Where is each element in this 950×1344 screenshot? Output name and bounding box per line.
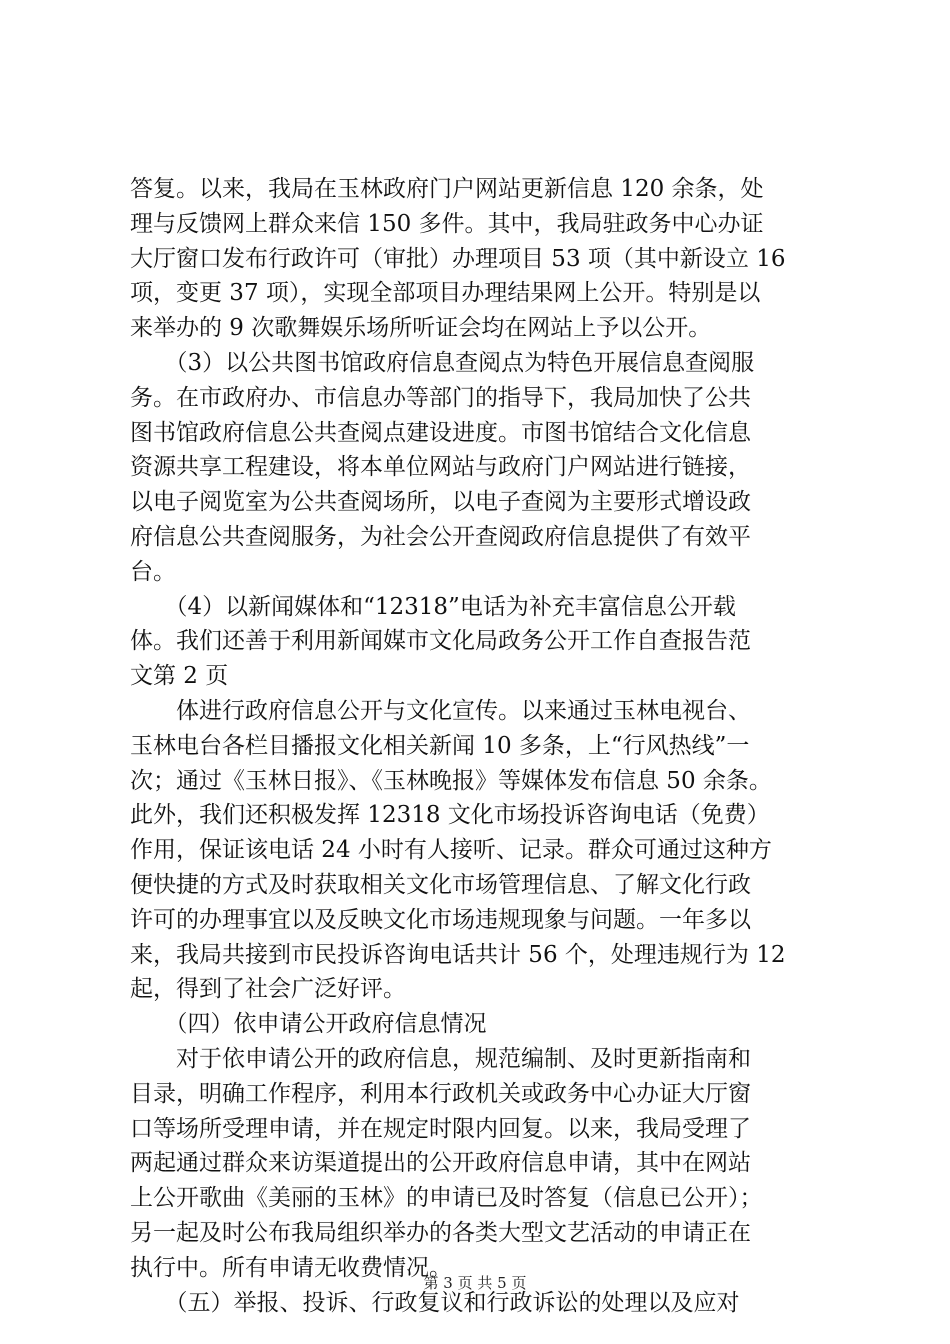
text-line: 答复。以来，我局在玉林政府门户网站更新信息 120 余条，处 bbox=[130, 176, 764, 202]
text-line: 来举办的 9 次歌舞娱乐场所听证会均在网站上予以公开。 bbox=[130, 315, 712, 342]
text-line: （4）以新闻媒体和“12318”电话为补充丰富信息公开载 bbox=[130, 593, 736, 620]
text-line: 资源共享工程建设，将本单位网站与政府门户网站进行链接， bbox=[130, 454, 751, 481]
text-line: 执行中。所有申请无收费情况。 bbox=[130, 1254, 452, 1281]
text-line: 图书馆政府信息公共查阅点建设进度。市图书馆结合文化信息 bbox=[130, 419, 751, 446]
text-line: 次；通过《玉林日报》、《玉林晚报》等媒体发布信息 50 余条。 bbox=[130, 767, 772, 794]
text-line: 此外，我们还积极发挥 12318 文化市场投诉咨询电话（免费） bbox=[130, 802, 770, 829]
text-line: 作用，保证该电话 24 小时有人接听、记录。群众可通过这种方 bbox=[130, 837, 772, 864]
text-line: 台。 bbox=[130, 558, 176, 585]
text-line: 大厅窗口发布行政许可（审批）办理项目 53 项（其中新设立 16 bbox=[130, 245, 786, 272]
text-line: 两起通过群众来访渠道提出的公开政府信息申请，其中在网站 bbox=[130, 1150, 751, 1177]
document-body bbox=[130, 172, 830, 1320]
text-line: 以电子阅览室为公共查阅场所，以电子查阅为主要形式增设政 bbox=[130, 489, 751, 516]
text-line: 体。我们还善于利用新闻媒市文化局政务公开工作自查报告范 bbox=[130, 628, 751, 655]
text-line: （五）举报、投诉、行政复议和行政诉讼的处理以及应对 bbox=[130, 1289, 740, 1316]
text-line: （四）依申请公开政府信息情况 bbox=[130, 1011, 487, 1038]
text-line: 体进行政府信息公开与文化宣传。以来通过玉林电视台、 bbox=[130, 697, 751, 724]
text-line: 务。在市政府办、市信息办等部门的指导下，我局加快了公共 bbox=[130, 384, 751, 411]
text-line: 府信息公共查阅服务，为社会公开查阅政府信息提供了有效平 bbox=[130, 523, 751, 550]
text-line: 项，变更 37 项），实现全部项目办理结果网上公开。特别是以 bbox=[130, 280, 761, 307]
text-line: 许可的办理事宜以及反映文化市场违规现象与问题。一年多以 bbox=[130, 906, 751, 933]
text-line: 另一起及时公布我局组织举办的各类大型文艺活动的申请正在 bbox=[130, 1219, 751, 1246]
text-line: 便快捷的方式及时获取相关文化市场管理信息、了解文化行政 bbox=[130, 871, 751, 898]
text-line: 口等场所受理申请，并在规定时限内回复。以来，我局受理了 bbox=[130, 1115, 751, 1142]
text-line: 来，我局共接到市民投诉咨询电话共计 56 个，处理违规行为 12 bbox=[130, 941, 786, 968]
text-line: 目录，明确工作程序，利用本行政机关或政务中心办证大厅窗 bbox=[130, 1080, 751, 1107]
text-line: 起，得到了社会广泛好评。 bbox=[130, 976, 406, 1003]
text-line: 上公开歌曲《美丽的玉林》的申请已及时答复（信息已公开）； bbox=[130, 1185, 763, 1212]
page-footer: 第 3 页 共 5 页 bbox=[423, 1274, 527, 1292]
text-line: 理与反馈网上群众来信 150 多件。其中，我局驻政务中心办证 bbox=[130, 210, 764, 237]
text-line: 文第 2 页 bbox=[130, 663, 229, 690]
text-line: （3）以公共图书馆政府信息查阅点为特色开展信息查阅服 bbox=[130, 349, 755, 376]
text-line: 对于依申请公开的政府信息，规范编制、及时更新指南和 bbox=[130, 1045, 751, 1072]
text-line: 玉林电台各栏目播报文化相关新闻 10 多条，上“行风热线”一 bbox=[130, 732, 750, 759]
